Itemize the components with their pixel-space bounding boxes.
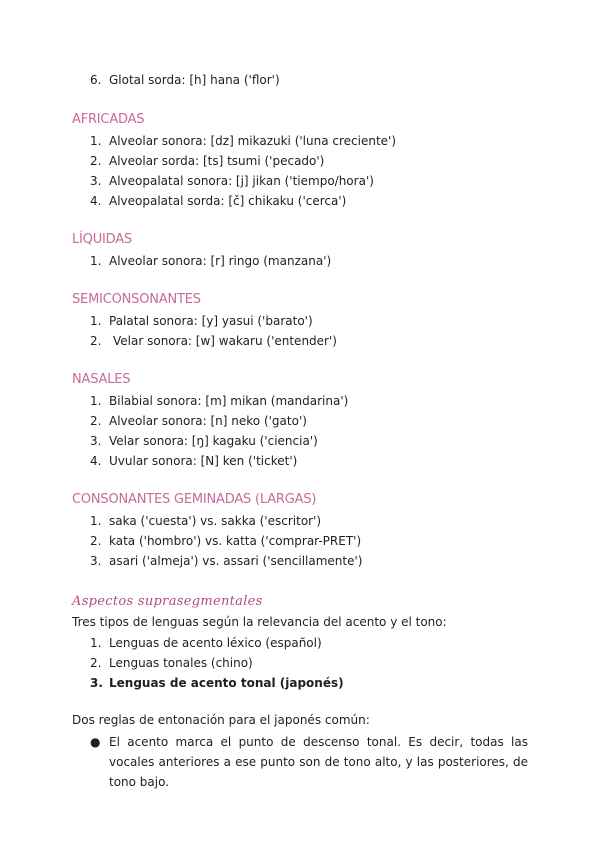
bullet-item — [72, 732, 528, 792]
list-text: Lenguas de acento tonal (japonés) — [109, 676, 344, 690]
list-text: Uvular sonora: [N] ken ('ticket') — [109, 454, 298, 468]
list-text: Alveolar sonora: [n] neko ('gato') — [109, 414, 307, 428]
bullet-text: El acento marca el punto de descenso tonal. Es decir, todas las vocales anteriores a ese punto son de tono alto, y las posteriores, de tono bajo. — [109, 735, 528, 789]
list-number: 3. — [90, 434, 102, 448]
list-text: Glotal sorda: [h] hana ('flor') — [109, 73, 280, 87]
list-number: 2. — [90, 154, 102, 168]
list-text: asari ('almeja') vs. assari ('sencillamente') — [109, 554, 363, 568]
list-number: 1. — [90, 636, 102, 650]
list-text: Alveopalatal sonora: [j] jikan ('tiempo/hora') — [109, 174, 374, 188]
list-text: Alveolar sorda: [ts] tsumi ('pecado') — [109, 154, 325, 168]
section-heading: NASALES — [72, 372, 131, 387]
list-text: saka ('cuesta') vs. sakka ('escritor') — [109, 514, 322, 528]
list-number: 1. — [90, 514, 102, 528]
list-text: kata ('hombro') vs. katta ('comprar-PRET') — [109, 534, 362, 548]
list-number: 3. — [90, 554, 102, 568]
bullet-icon: ● — [90, 735, 101, 749]
list-number: 3. — [90, 676, 103, 690]
list-text: Lenguas de acento léxico (español) — [109, 636, 322, 650]
list-number: 1. — [90, 314, 102, 328]
list-number: 2. — [90, 656, 102, 670]
list-number: 4. — [90, 454, 102, 468]
section-heading: SEMICONSONANTES — [72, 292, 201, 307]
list-text: Alveopalatal sorda: [č] chikaku ('cerca') — [109, 194, 347, 208]
section-heading: CONSONANTES GEMINADAS (LARGAS) — [72, 492, 317, 507]
section-heading: AFRICADAS — [72, 112, 145, 127]
list-text: Lenguas tonales (chino) — [109, 656, 253, 670]
list-number: 2. — [90, 414, 102, 428]
list-text: Palatal sonora: [y] yasui ('barato') — [109, 314, 313, 328]
list-number: 6. — [90, 73, 102, 87]
list-text: Velar sonora: [w] wakaru ('entender') — [113, 334, 337, 348]
list-text: Alveolar sonora: [r] ringo (manzana') — [109, 254, 332, 268]
list-number: 1. — [90, 394, 102, 408]
list-number: 1. — [90, 134, 102, 148]
list-number: 1. — [90, 254, 102, 268]
list-number: 2. — [90, 334, 102, 348]
list-text: Velar sonora: [ŋ] kagaku ('ciencia') — [109, 434, 318, 448]
list-number: 3. — [90, 174, 102, 188]
intro-text: Tres tipos de lenguas según la relevancia del acento y el tono: — [72, 615, 447, 629]
list-text: Bilabial sonora: [m] mikan (mandarina') — [109, 394, 349, 408]
list-number: 4. — [90, 194, 102, 208]
intro-text: Dos reglas de entonación para el japonés común: — [72, 713, 370, 727]
list-number: 2. — [90, 534, 102, 548]
section-heading: Aspectos suprasegmentales — [72, 594, 263, 609]
list-text: Alveolar sonora: [dz] mikazuki ('luna creciente') — [109, 134, 397, 148]
section-heading: LÍQUIDAS — [72, 232, 132, 247]
